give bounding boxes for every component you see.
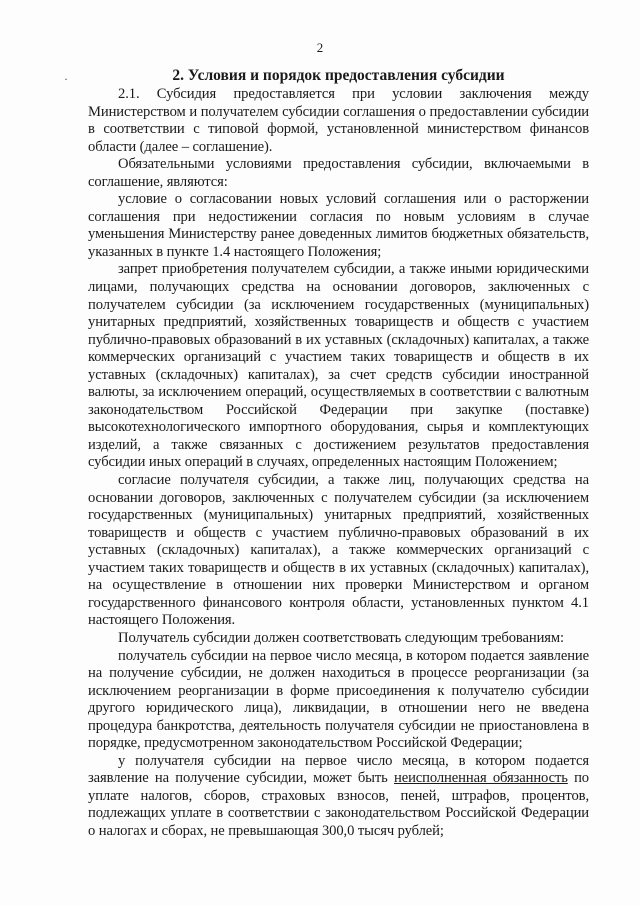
paragraph-inspection-consent: согласие получателя субсидии, а также лиц, получающих средства на основании договоров, заключенных с получателем субсидии (за исключением государственных (муниципальных) унитарных предприятий, хозяйственных товариществ и обществ с участием публично-правовых образований в их уставных (складочных) капиталах), а также коммерческих организаций с участием таких товариществ и обществ в их уставных (складочных) капиталах), на осуществление в отношении них проверки Министерством и органом государственного финансового контроля области, установленных пунктом 4.1 настоящего Положения.	[88, 472, 589, 629]
paragraph-tax-debt-requirement	[88, 753, 589, 841]
paragraph-mandatory-conditions: Обязательными условиями предоставления субсидии, включаемыми в соглашение, являются:	[88, 156, 589, 190]
paragraph-2-1: 2.1. Субсидия предоставляется при условии заключения между Министерством и получателем субсидии соглашения о предоставлении субсидии в соответствии с типовой формой, установленной министерством финансов области (далее – соглашение).	[88, 86, 589, 155]
paragraph-reorganization-requirement: получатель субсидии на первое число месяца, в котором подается заявление на получение субсидии, не должен находиться в процессе реорганизации (за исключением реорганизации в форме присоединения к получателю субсидии другого юридического лица), ликвидации, в отношении него не введена процедура банкротства, деятельность получателя субсидии не приостановлена в порядке, предусмотренном законодательством Российской Федерации;	[88, 647, 589, 752]
paragraph-requirements-intro: Получатель субсидии должен соответствовать следующим требованиям:	[118, 629, 565, 646]
underlined-phrase: неисполненная обязанность	[393, 770, 568, 787]
tax-debt-text-before: у получателя субсидии на первое число месяца, в котором подается заявление на получение субсидии, может быть	[88, 752, 589, 787]
margin-mark: ·	[64, 72, 68, 86]
document-body	[88, 86, 589, 841]
section-heading: 2. Условия и порядок предоставления субсидии	[172, 67, 505, 84]
paragraph-currency-ban: запрет приобретения получателем субсидии, а также иными юридическими лицами, получающих средства на основании договоров, заключенных с получателем субсидии (за исключением государственных (муниципальных) унитарных предприятий, хозяйственных товариществ и обществ с участием публично-правовых образований в их уставных (складочных) капиталах, а также коммерческих организаций с участием таких товариществ и обществ в их уставных (складочных) капиталах), за счет средств субсидии иностранной валюты, за исключением операций, осуществляемых в соответствии с валютным законодательством Российской Федерации при закупке (поставке) высокотехнологического импортного оборудования, сырья и комплектующих изделий, а также связанных с достижением результатов предоставления субсидии иных операций в случаях, определенных настоящим Положением;	[88, 261, 589, 471]
tax-debt-text-after: по уплате налогов, сборов, страховых взносов, пеней, штрафов, процентов, подлежащих уплате в соответствии с законодательством Российской Федерации о налогах и сборах, не превышающая 300,0 тысяч рублей;	[88, 770, 590, 839]
paragraph-agreement-condition: условие о согласовании новых условий соглашения или о расторжении соглашения при недостижении согласия по новым условиям в случае уменьшения Министерству ранее доведенных лимитов бюджетных обязательств, указанных в пункте 1.4 настоящего Положения;	[88, 191, 589, 260]
page-number: 2	[316, 40, 324, 55]
